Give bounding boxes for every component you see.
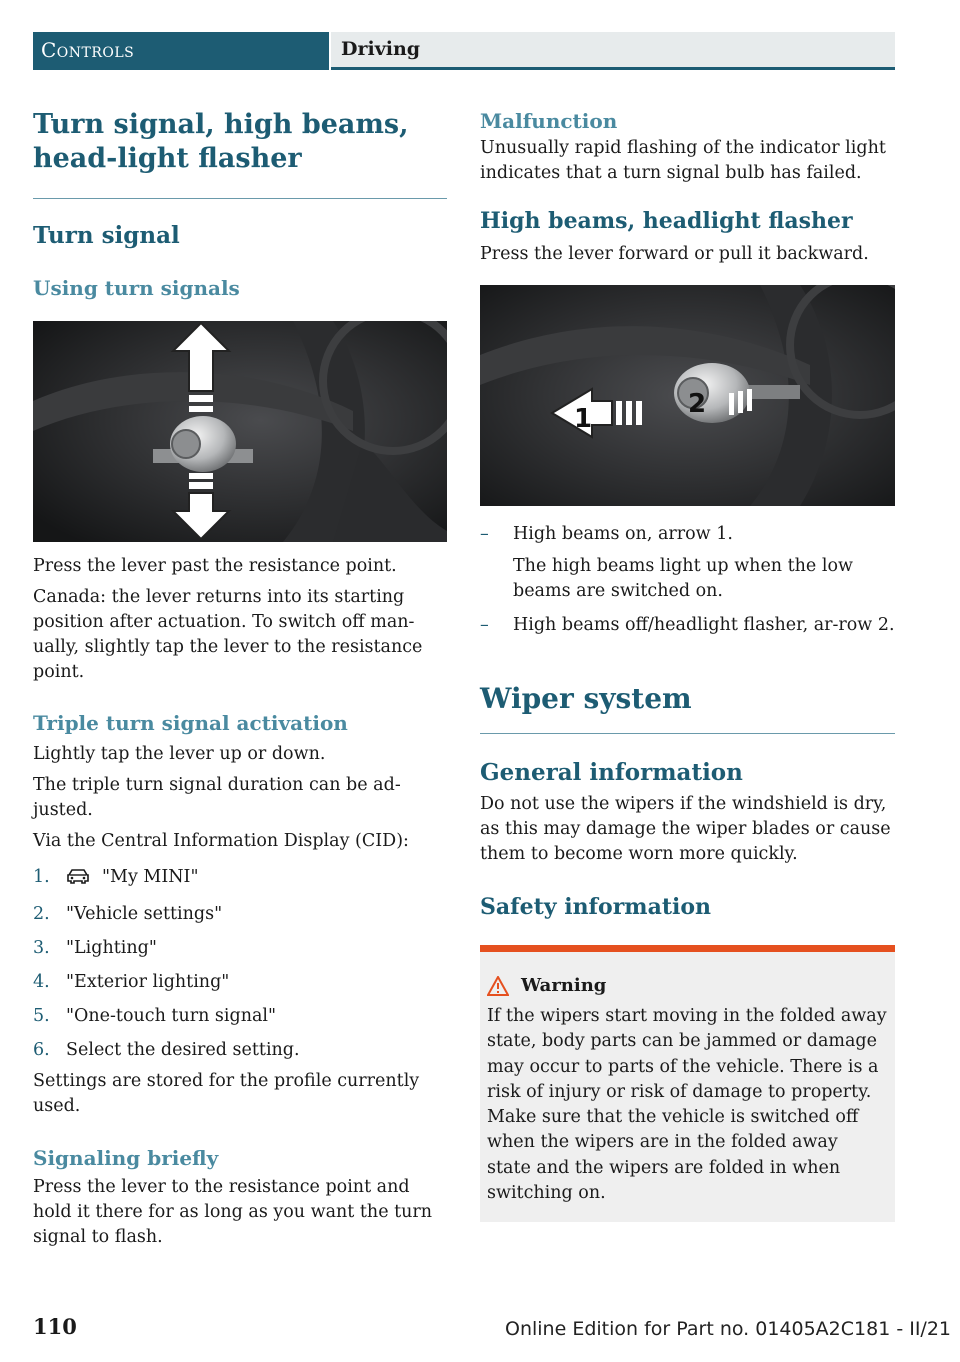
arrow-2-label: 2 [688, 389, 707, 419]
arrow-1-label: 1 [574, 404, 593, 434]
wiper-divider [480, 733, 895, 734]
warning-title: Warning [521, 975, 607, 996]
left-column [33, 108, 447, 1250]
page-number: 110 [33, 1314, 77, 1339]
bullet-text: High beams off/headlight flasher, ar-row 2. [513, 615, 895, 635]
dash-marker: – [480, 615, 489, 635]
step-text: "Exterior lighting" [66, 972, 230, 992]
high-beams-list [480, 522, 895, 638]
using-turn-signals-heading: Using turn signals [33, 276, 240, 300]
paragraph-tap-lever: Lightly tap the lever up or down. [33, 744, 326, 764]
step-number: 6. [33, 1040, 50, 1060]
paragraph-duration: The triple turn signal duration can be ad-justed. [33, 775, 401, 820]
header-chapter-label: Driving [341, 38, 421, 60]
high-beams-lever-photo [480, 285, 895, 506]
list-item [33, 1038, 447, 1063]
step-text: "My MINI" [102, 867, 199, 887]
title-divider [33, 198, 447, 199]
step-number: 5. [33, 1006, 50, 1026]
paragraph-hold-lever: Press the lever to the resistance point and hold it there for as long as you want the turn signal to flash. [33, 1177, 433, 1247]
list-item [480, 613, 895, 638]
header-section-label: Controls [41, 38, 135, 62]
dash-marker: – [480, 524, 489, 544]
wiper-system-heading: Wiper system [480, 682, 692, 715]
list-item [33, 936, 447, 961]
paragraph-canada: Canada: the lever returns into its starting position after actuation. To switch off man-ually, slightly tap the lever to the resistance point. [33, 587, 423, 682]
paragraph-settings-stored: Settings are stored for the profile currently used. [33, 1071, 420, 1116]
paragraph-press-lever: Press the lever past the resistance point. [33, 556, 397, 576]
warning-text: If the wipers start moving in the folded away state, body parts can be jammed or damage may occur to parts of the vehicle. There is a risk of injury or risk of damage to property. Make sure that the vehicle is switched off when the wipers are in the folded away state and the wipers are folded in when switching on. [487, 1006, 887, 1204]
step-number: 2. [33, 904, 50, 924]
list-item [480, 522, 895, 547]
paragraph-press-forward: Press the lever forward or pull it backward. [480, 244, 869, 264]
list-item [33, 1004, 447, 1029]
safety-information-heading: Safety information [480, 894, 712, 920]
list-item [33, 970, 447, 995]
step-number: 4. [33, 972, 50, 992]
turn-signal-heading: Turn signal [33, 222, 180, 249]
signaling-briefly-heading: Signaling briefly [33, 1146, 219, 1170]
edition-footer: Online Edition for Part no. 01405A2C181 - II/21 [505, 1318, 952, 1340]
high-beams-heading: High beams, headlight flasher [480, 208, 853, 234]
page-title: Turn signal, high beams, head-light flasher [33, 109, 409, 174]
paragraph-do-not-use: Do not use the wipers if the windshield is dry, as this may damage the wiper blades or cause them to become worn more quickly. [480, 794, 891, 864]
step-text: "Lighting" [66, 938, 157, 958]
step-number: 3. [33, 938, 50, 958]
list-item [33, 902, 447, 927]
warning-triangle-icon [487, 976, 509, 996]
list-item [33, 865, 447, 893]
step-text: "Vehicle settings" [66, 904, 223, 924]
malfunction-heading: Malfunction [480, 109, 618, 133]
list-item [480, 554, 895, 604]
bullet-subtext: The high beams light up when the low beams are switched on. [513, 556, 853, 601]
right-column [480, 108, 895, 1222]
settings-steps-list [33, 865, 447, 1063]
triple-turn-heading: Triple turn signal activation [33, 711, 348, 735]
step-text: "One-touch turn signal" [66, 1006, 277, 1026]
paragraph-via-cid: Via the Central Information Display (CID): [33, 831, 409, 851]
bullet-text: High beams on, arrow 1. [513, 524, 733, 544]
car-icon [66, 867, 90, 893]
header-chapter-bar [331, 32, 895, 70]
step-text: Select the desired setting. [66, 1040, 300, 1060]
step-number: 1. [33, 867, 50, 887]
general-information-heading: General information [480, 759, 743, 786]
header-section-tab [33, 32, 329, 70]
turn-signal-lever-photo [33, 321, 447, 542]
warning-box [480, 945, 895, 1222]
paragraph-malfunction: Unusually rapid flashing of the indicator light indicates that a turn signal bulb has failed. [480, 138, 886, 183]
warning-title-row [487, 974, 887, 998]
